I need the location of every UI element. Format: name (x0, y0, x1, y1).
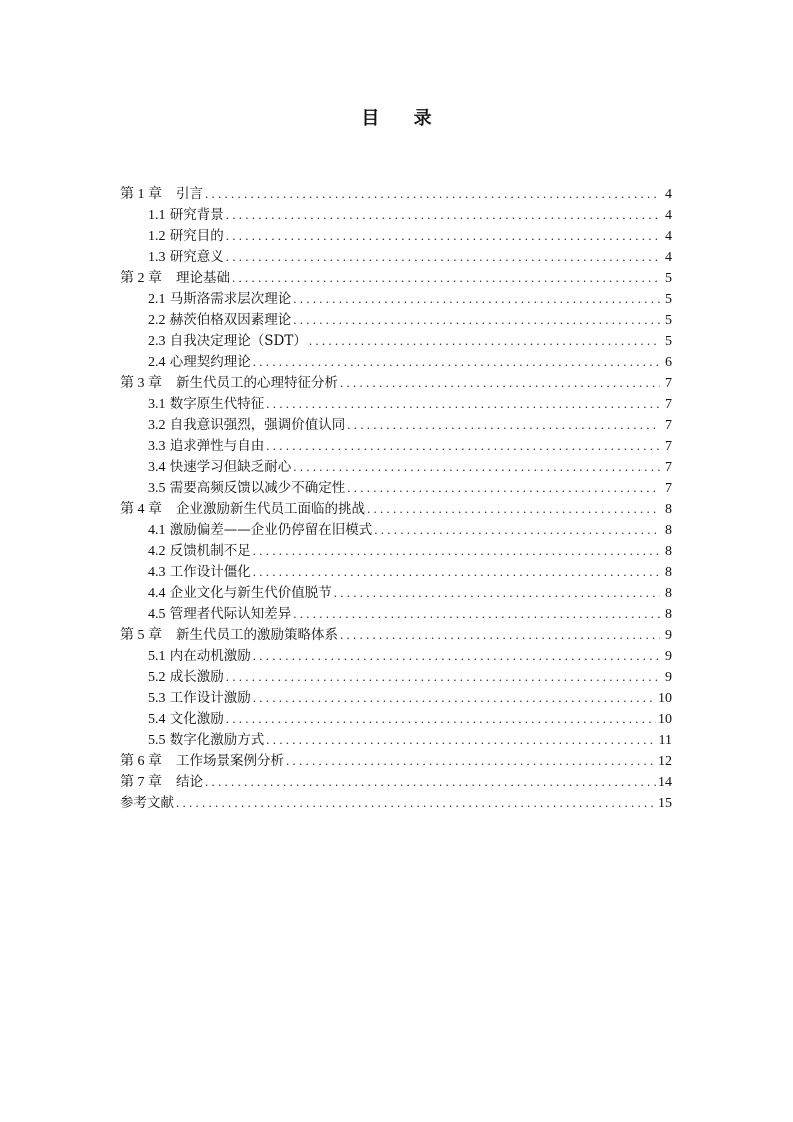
toc-entry-number: 5.3 (148, 691, 166, 706)
toc-entry-number: 5.4 (148, 712, 166, 727)
toc-entry-label (148, 247, 224, 268)
toc-entry-label (120, 751, 284, 772)
toc-entry-title: 反馈机制不足 (169, 543, 251, 559)
toc-entry-page: 4 (665, 250, 672, 265)
dot-leader (232, 267, 660, 288)
toc-entry-label (120, 793, 174, 814)
toc-entry[interactable] (120, 708, 672, 729)
dot-leader (205, 183, 660, 204)
toc-entry-page: 5 (665, 271, 672, 286)
dot-leader (347, 477, 660, 498)
toc-entry[interactable] (120, 645, 672, 666)
toc-entry-title: 工作设计激励 (169, 690, 251, 706)
toc-entry-label (148, 310, 291, 331)
dot-leader (253, 351, 660, 372)
toc-entry-label (148, 415, 345, 436)
toc-entry-number: 2.4 (148, 355, 166, 370)
toc-entry-number: 第 3 章 (120, 376, 162, 391)
toc-entry-number: 4.3 (148, 565, 166, 580)
toc-entry-label (148, 646, 251, 667)
toc-entry-title: 新生代员工的心理特征分析 (176, 375, 338, 391)
toc-entry[interactable] (120, 687, 672, 708)
toc-entry-label (120, 184, 203, 205)
toc-entry-label (148, 331, 307, 352)
toc-entry-number: 1.3 (148, 250, 166, 265)
toc-entry-label (120, 499, 365, 520)
toc-entry[interactable] (120, 246, 672, 267)
page-title: 目 录 (361, 108, 446, 129)
dot-leader (253, 561, 660, 582)
toc-entry-title: 结论 (176, 774, 203, 790)
toc-entry-title: 管理者代际认知差异 (169, 606, 292, 622)
toc-entry-number: 2.2 (148, 313, 166, 328)
toc-entry[interactable] (120, 435, 672, 456)
toc-entry-page: 8 (665, 607, 672, 622)
dot-leader (293, 603, 660, 624)
toc-entry-label (148, 478, 345, 499)
toc-entry[interactable] (120, 372, 672, 393)
toc-entry-page: 7 (665, 397, 672, 412)
toc-entry-page: 9 (665, 670, 672, 685)
toc-entry-title: 自我决定理论（SDT） (169, 333, 307, 349)
dot-leader (266, 729, 656, 750)
toc-entry-number: 3.3 (148, 439, 166, 454)
toc-entry[interactable] (120, 792, 672, 813)
toc-entry-title: 参考文献 (120, 795, 174, 811)
toc-entry-title: 快速学习但缺乏耐心 (169, 459, 292, 475)
dot-leader (340, 624, 660, 645)
toc-entry-page: 5 (665, 334, 672, 349)
toc-entry[interactable] (120, 666, 672, 687)
dot-leader (226, 204, 660, 225)
toc-entry[interactable] (120, 414, 672, 435)
dot-leader (374, 519, 660, 540)
toc-entry-title: 追求弹性与自由 (169, 438, 265, 454)
toc-entry-title: 心理契约理论 (169, 354, 251, 370)
dot-leader (286, 750, 656, 771)
toc-entry-page: 8 (665, 523, 672, 538)
toc-entry-title: 企业文化与新生代价值脱节 (169, 585, 332, 601)
toc-entry-title: 新生代员工的激励策略体系 (176, 627, 338, 643)
toc-entry-number: 第 5 章 (120, 628, 162, 643)
dot-leader (253, 645, 660, 666)
toc-entry-page: 5 (665, 313, 672, 328)
toc-entry-number: 4.4 (148, 586, 166, 601)
dot-leader (253, 687, 656, 708)
toc-entry-number: 1.2 (148, 229, 166, 244)
toc-entry-title: 成长激励 (169, 669, 224, 685)
toc-entry[interactable] (120, 309, 672, 330)
toc-entry-page: 14 (658, 775, 672, 790)
toc-entry[interactable] (120, 183, 672, 204)
dot-leader (347, 414, 660, 435)
toc-entry[interactable] (120, 204, 672, 225)
toc-entry[interactable] (120, 267, 672, 288)
toc-entry-page: 6 (665, 355, 672, 370)
toc-entry-label (148, 562, 251, 583)
toc-entry[interactable] (120, 456, 672, 477)
toc-entry-title: 数字原生代特征 (169, 396, 265, 412)
toc-entry-page: 7 (665, 460, 672, 475)
toc-entry-title: 工作设计僵化 (169, 564, 251, 580)
toc-entry-page: 8 (665, 565, 672, 580)
toc-entry-number: 3.1 (148, 397, 166, 412)
dot-leader (226, 666, 660, 687)
dot-leader (266, 393, 660, 414)
toc-entry-label (148, 667, 224, 688)
toc-entry-page: 9 (665, 628, 672, 643)
toc-entry-title: 数字化激励方式 (169, 732, 265, 748)
toc-entry-number: 3.2 (148, 418, 166, 433)
toc-entry[interactable] (120, 603, 672, 624)
toc-entry-label (148, 688, 251, 709)
toc-entry-number: 4.5 (148, 607, 166, 622)
toc-entry-title: 自我意识强烈，强调价值认同 (169, 417, 346, 433)
toc-entry-page: 15 (658, 796, 672, 811)
toc-entry[interactable] (120, 288, 672, 309)
toc-entry-label (148, 520, 372, 541)
toc-entry-title: 内在动机激励 (169, 648, 251, 664)
toc-entry-label (120, 625, 338, 646)
toc-entry-label (148, 352, 251, 373)
toc-entry-label (120, 373, 338, 394)
dot-leader (226, 225, 660, 246)
toc-entry-number: 2.1 (148, 292, 166, 307)
toc-entry-page: 4 (665, 229, 672, 244)
toc-entry-title: 工作场景案例分析 (176, 753, 284, 769)
dot-leader (293, 309, 660, 330)
toc-entry-page: 7 (665, 418, 672, 433)
dot-leader (293, 288, 660, 309)
toc-entry-number: 5.1 (148, 649, 166, 664)
toc-entry[interactable] (120, 771, 672, 792)
dot-leader (309, 330, 660, 351)
toc-entry[interactable] (120, 582, 672, 603)
toc-entry-page: 8 (665, 502, 672, 517)
toc-entry-number: 第 4 章 (120, 502, 162, 517)
toc-entry-page: 8 (665, 544, 672, 559)
dot-leader (334, 582, 660, 603)
toc-entry-page: 8 (665, 586, 672, 601)
toc-entry-title: 激励偏差——企业仍停留在旧模式 (169, 522, 373, 538)
table-of-contents (120, 183, 672, 813)
toc-entry-page: 7 (665, 481, 672, 496)
toc-entry-number: 5.5 (148, 733, 166, 748)
toc-entry-number: 4.1 (148, 523, 166, 538)
toc-entry[interactable] (120, 351, 672, 372)
toc-entry-label (148, 730, 264, 751)
toc-entry[interactable] (120, 750, 672, 771)
toc-entry-page: 5 (665, 292, 672, 307)
toc-entry-title: 研究目的 (169, 228, 224, 244)
dot-leader (266, 435, 660, 456)
toc-entry-label (148, 226, 224, 247)
toc-entry-label (148, 583, 332, 604)
toc-entry-label (148, 289, 291, 310)
toc-entry-title: 研究意义 (169, 249, 224, 265)
toc-entry-label (148, 457, 291, 478)
toc-entry-title: 理论基础 (176, 270, 230, 286)
dot-leader (340, 372, 660, 393)
toc-entry-title: 赫茨伯格双因素理论 (169, 312, 292, 328)
toc-entry-title: 研究背景 (169, 207, 224, 223)
toc-entry-label (120, 772, 203, 793)
dot-leader (367, 498, 660, 519)
toc-entry-number: 4.2 (148, 544, 166, 559)
toc-entry-number: 1.1 (148, 208, 166, 223)
toc-entry-page: 12 (658, 754, 672, 769)
dot-leader (226, 246, 660, 267)
toc-entry-title: 文化激励 (169, 711, 224, 727)
dot-leader (176, 792, 656, 813)
toc-entry[interactable] (120, 519, 672, 540)
toc-entry[interactable] (120, 624, 672, 645)
toc-entry-title: 需要高频反馈以减少不确定性 (169, 480, 346, 496)
toc-entry-title: 企业激励新生代员工面临的挑战 (176, 501, 365, 517)
dot-leader (226, 708, 656, 729)
toc-entry-page: 10 (658, 712, 672, 727)
toc-entry[interactable] (120, 477, 672, 498)
toc-entry-label (148, 394, 264, 415)
toc-entry[interactable] (120, 393, 672, 414)
toc-entry-number: 第 2 章 (120, 271, 162, 286)
toc-entry-label (148, 205, 224, 226)
toc-entry-page: 4 (665, 208, 672, 223)
toc-entry-number: 第 1 章 (120, 187, 162, 202)
toc-entry-number: 第 7 章 (120, 775, 162, 790)
toc-entry-label (120, 268, 230, 289)
toc-entry-number: 2.3 (148, 334, 166, 349)
toc-entry-number: 5.2 (148, 670, 166, 685)
toc-entry-label (148, 436, 264, 457)
toc-entry-label (148, 709, 224, 730)
toc-entry-number: 3.5 (148, 481, 166, 496)
toc-entry-title: 引言 (176, 186, 203, 202)
toc-entry-page: 4 (665, 187, 672, 202)
toc-entry[interactable] (120, 498, 672, 519)
toc-entry[interactable] (120, 561, 672, 582)
toc-entry[interactable] (120, 330, 672, 351)
toc-entry[interactable] (120, 225, 672, 246)
toc-entry-page: 7 (665, 376, 672, 391)
toc-entry[interactable] (120, 729, 672, 750)
toc-entry-page: 10 (658, 691, 672, 706)
dot-leader (253, 540, 660, 561)
toc-entry-title: 马斯洛需求层次理论 (169, 291, 292, 307)
toc-entry-page: 9 (665, 649, 672, 664)
toc-entry-page: 11 (658, 733, 672, 748)
toc-entry[interactable] (120, 540, 672, 561)
toc-entry-page: 7 (665, 439, 672, 454)
dot-leader (205, 771, 656, 792)
dot-leader (293, 456, 660, 477)
toc-entry-label (148, 541, 251, 562)
toc-entry-number: 3.4 (148, 460, 166, 475)
toc-entry-number: 第 6 章 (120, 754, 162, 769)
toc-entry-label (148, 604, 291, 625)
